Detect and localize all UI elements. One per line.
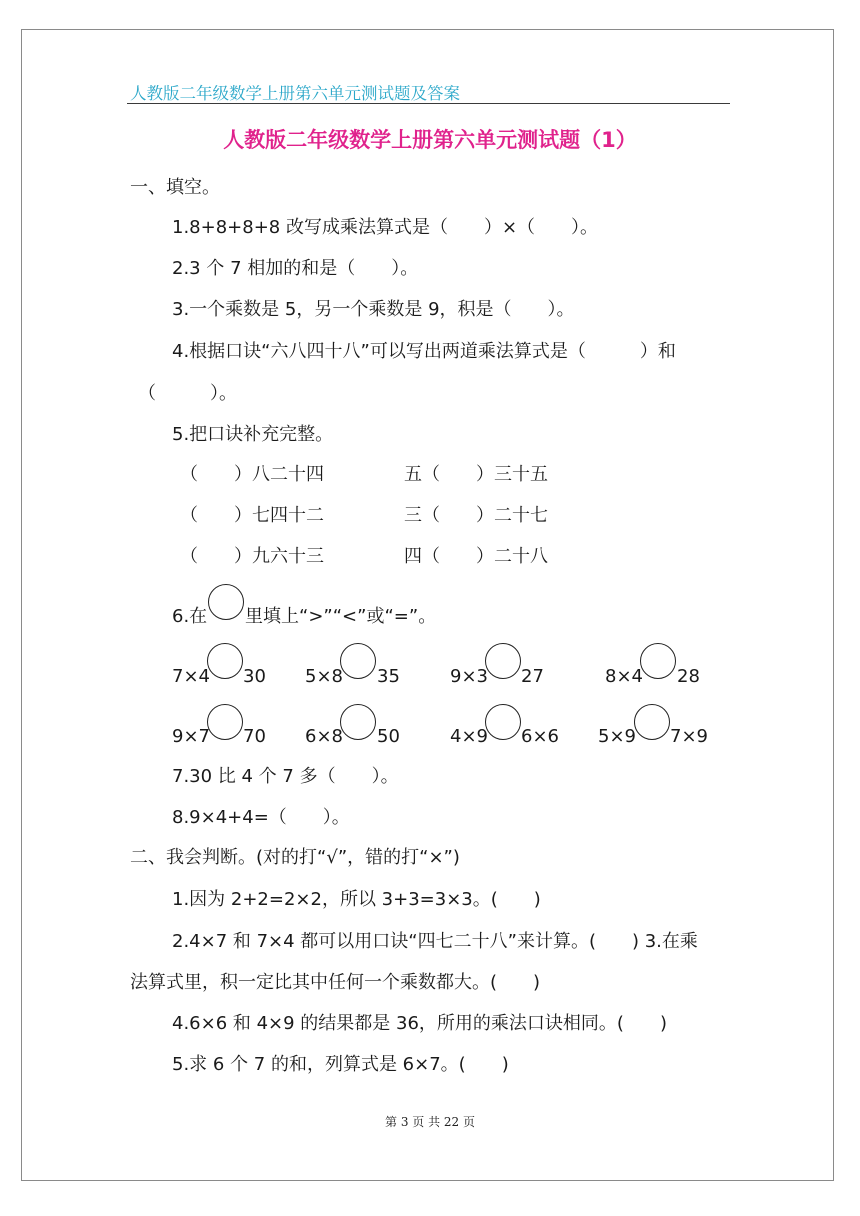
section1-heading: 一、填空。 bbox=[130, 177, 220, 198]
question-1-6-suffix: 里填上“>”“<”或“=”。 bbox=[245, 606, 437, 627]
answer-circle[interactable] bbox=[634, 704, 670, 740]
mnemonic-left-3: （ ）九六十三 bbox=[180, 546, 324, 567]
answer-circle[interactable] bbox=[485, 704, 521, 740]
section2-heading: 二、我会判断。(对的打“√”，错的打“×”) bbox=[130, 847, 460, 868]
compare-left: 4×9 bbox=[450, 726, 488, 747]
answer-circle[interactable] bbox=[485, 643, 521, 679]
header-rule bbox=[127, 103, 730, 104]
mnemonic-left-1: （ ）八二十四 bbox=[180, 464, 324, 485]
question-1-8: 8.9×4+4=（ ）。 bbox=[172, 807, 350, 828]
answer-circle[interactable] bbox=[340, 643, 376, 679]
question-1-7: 7.30 比 4 个 7 多（ ）。 bbox=[172, 766, 399, 787]
question-1-1: 1.8+8+8+8 改写成乘法算式是（ ）×（ ）。 bbox=[172, 217, 599, 238]
answer-circle bbox=[208, 584, 244, 620]
question-2-4: 4.6×6 和 4×9 的结果都是 36，所用的乘法口诀相同。( ) bbox=[172, 1013, 667, 1034]
compare-right: 70 bbox=[243, 726, 266, 747]
document-title: 人教版二年级数学上册第六单元测试题（1） bbox=[223, 128, 637, 152]
running-header: 人教版二年级数学上册第六单元测试题及答案 bbox=[130, 84, 460, 103]
compare-right: 50 bbox=[377, 726, 400, 747]
mnemonic-right-1: 五（ ）三十五 bbox=[404, 464, 548, 485]
mnemonic-right-3: 四（ ）二十八 bbox=[404, 546, 548, 567]
question-2-2-line1: 2.4×7 和 7×4 都可以用口诀“四七二十八”来计算。( ) 3.在乘 bbox=[172, 931, 698, 952]
question-1-4-line2: （ ）。 bbox=[138, 383, 237, 404]
question-2-5: 5.求 6 个 7 的和，列算式是 6×7。( ) bbox=[172, 1054, 509, 1075]
compare-left: 5×9 bbox=[598, 726, 636, 747]
question-1-6-prefix: 6.在 bbox=[172, 606, 208, 627]
compare-left: 9×3 bbox=[450, 666, 488, 687]
compare-left: 7×4 bbox=[172, 666, 210, 687]
compare-right: 7×9 bbox=[670, 726, 708, 747]
page-footer: 第 3 页 共 22 页 bbox=[385, 1115, 475, 1129]
compare-left: 9×7 bbox=[172, 726, 210, 747]
compare-right: 6×6 bbox=[521, 726, 559, 747]
answer-circle[interactable] bbox=[207, 643, 243, 679]
question-2-3-line2: 法算式里，积一定比其中任何一个乘数都大。( ) bbox=[130, 972, 541, 993]
mnemonic-left-2: （ ）七四十二 bbox=[180, 505, 324, 526]
compare-left: 8×4 bbox=[605, 666, 643, 687]
question-1-3: 3.一个乘数是 5，另一个乘数是 9，积是（ ）。 bbox=[172, 299, 575, 320]
answer-circle[interactable] bbox=[207, 704, 243, 740]
compare-right: 30 bbox=[243, 666, 266, 687]
mnemonic-right-2: 三（ ）二十七 bbox=[404, 505, 548, 526]
compare-right: 35 bbox=[377, 666, 400, 687]
question-1-2: 2.3 个 7 相加的和是（ ）。 bbox=[172, 258, 419, 279]
question-2-1: 1.因为 2+2=2×2，所以 3+3=3×3。( ) bbox=[172, 889, 541, 910]
compare-right: 28 bbox=[677, 666, 700, 687]
answer-circle[interactable] bbox=[340, 704, 376, 740]
compare-left: 6×8 bbox=[305, 726, 343, 747]
question-1-4-line1: 4.根据口诀“六八四十八”可以写出两道乘法算式是（ ）和 bbox=[172, 341, 676, 362]
answer-circle[interactable] bbox=[640, 643, 676, 679]
question-1-5: 5.把口诀补充完整。 bbox=[172, 424, 334, 445]
compare-right: 27 bbox=[521, 666, 544, 687]
compare-left: 5×8 bbox=[305, 666, 343, 687]
